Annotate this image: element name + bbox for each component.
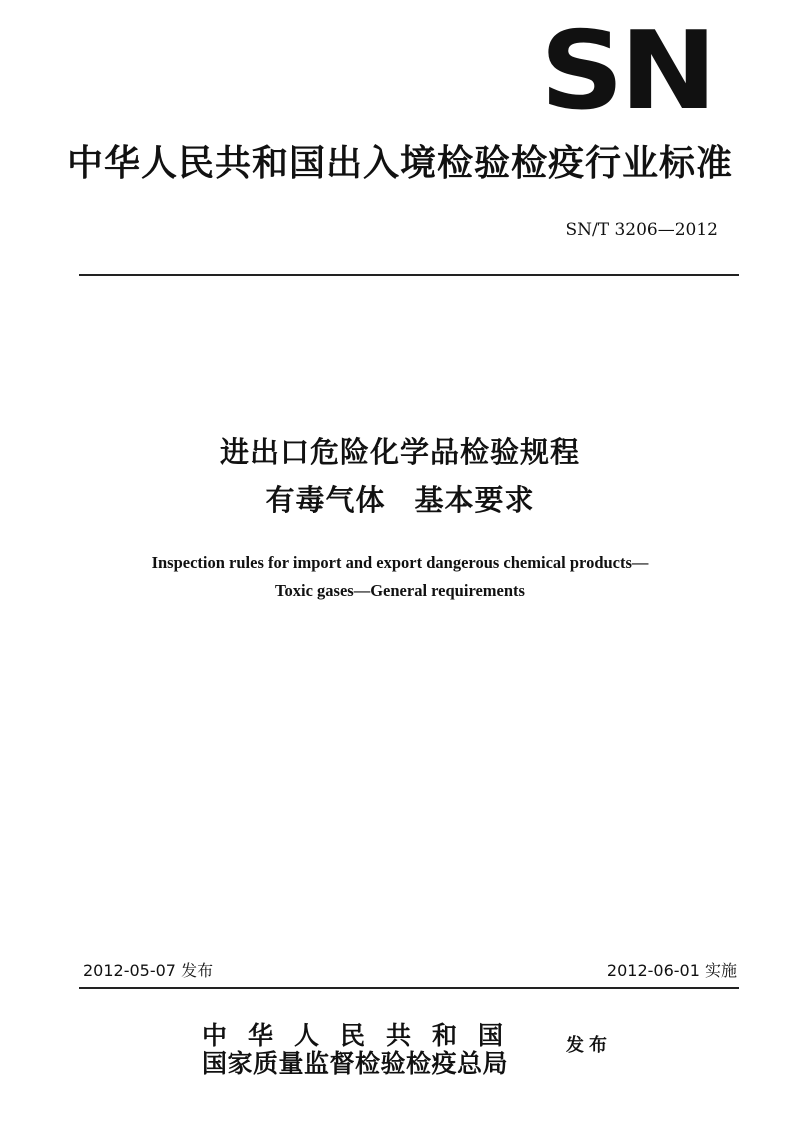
title-cn-line1: 进出口危险化学品检验规程 [219, 435, 580, 469]
implementation-date: 2012-06-01 实施 [606, 961, 737, 980]
publisher-line2: 国家质量监督检验检疫总局 [202, 1049, 509, 1078]
title-en-line2: Toxic gases—General requirements [275, 581, 525, 600]
top-divider [79, 274, 739, 276]
sn-logo: SN [540, 9, 713, 134]
issue-date: 2012-05-07 发布 [83, 961, 214, 980]
title-en-line1: Inspection rules for import and export dangerous chemical products— [151, 553, 649, 572]
org-title: 中华人民共和国出入境检验检疫行业标准 [66, 143, 733, 184]
standard-number: SN/T 3206—2012 [565, 220, 718, 240]
bottom-divider [79, 987, 739, 989]
title-cn-line2: 有毒气体 基本要求 [265, 483, 535, 517]
publisher-line1: 中华人民共和国 [202, 1021, 525, 1050]
publish-label: 发布 [566, 1035, 612, 1056]
publisher-block [202, 1022, 524, 1078]
